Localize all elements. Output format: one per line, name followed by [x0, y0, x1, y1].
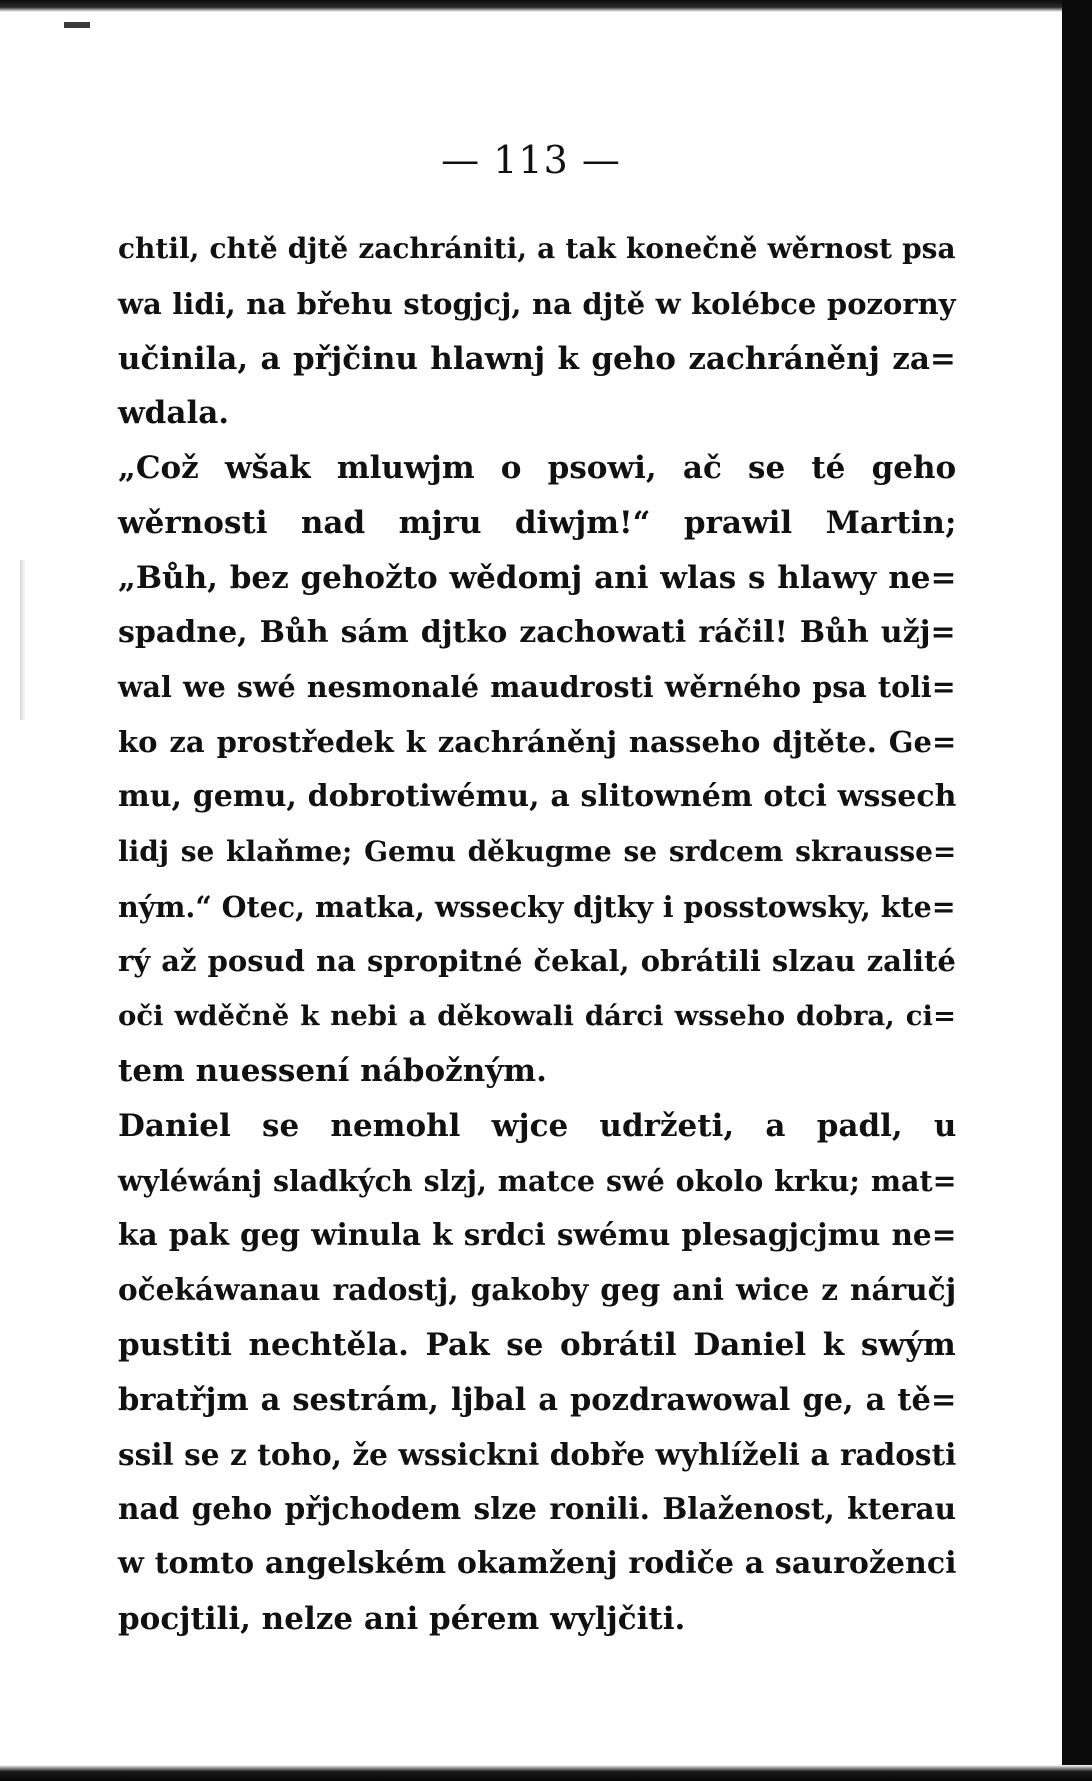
text-line-9: wal we swé nesmonalé maudrosti wěrného psa toli= — [118, 670, 956, 705]
text-line-13: ným.“ Otec, matka, wssecky djtky i posstowsky, kte= — [118, 889, 956, 924]
text-line-5: „Což wšak mluwjm o psowi, ač se té geho — [118, 450, 957, 487]
text-line-23: ssil se z toho, že wssickni dobře wyhlíželi a radosti — [118, 1436, 957, 1472]
text-line-8: spadne, Bůh sám djtko zachowati ráčil! Bůh užj= — [118, 614, 956, 650]
text-line-3: učinila, a přjčinu hlawnj k geho zachráněnj za= — [118, 340, 956, 377]
text-line-19: ka pak geg winula k srdci swému plesagjcjmu ne= — [118, 1217, 957, 1253]
body-text — [118, 222, 956, 1647]
text-line-26: pocjtili, nelze ani pérem wyljčiti. — [118, 1600, 686, 1637]
text-line-11: mu, gemu, dobrotiwému, a slitowném otci wssech — [118, 778, 957, 814]
text-line-18: wyléwánj sladkých slzj, matce swé okolo krku; mat= — [118, 1163, 957, 1198]
text-line-1: chtil, chtě djtě zachrániti, a tak konečně wěrnost psa — [118, 232, 956, 265]
text-line-16: tem nuessení nábožným. — [118, 1052, 547, 1089]
page-number: — 113 — — [441, 138, 621, 182]
text-line-2: wa lidi, na břehu stogjcj, na djtě w kolébce pozorny — [118, 286, 956, 321]
text-line-15: oči wděčně k nebi a děkowali dárci wsseho dobra, ci= — [118, 1000, 956, 1033]
scan-edge-bottom — [0, 1765, 1092, 1781]
scan-edge-top — [0, 0, 1092, 12]
text-line-21: pustiti nechtěla. Pak se obrátil Daniel k swým — [118, 1326, 956, 1363]
text-line-24: nad geho přjchodem slze ronili. Blaženost, kterau — [118, 1491, 957, 1527]
text-line-10: ko za prostředek k zachráněnj nasseho djtěte. Ge= — [118, 725, 957, 760]
text-line-14: rý až posud na spropitné čekal, obrátili slzau zalité — [118, 944, 956, 979]
scan-edge-right — [1062, 0, 1092, 1781]
text-line-25: w tomto angelském okamženj rodiče a sauroženci — [118, 1546, 957, 1582]
scan-edge-left-shadow — [20, 560, 26, 720]
text-line-22: bratřjm a sestrám, ljbal a pozdrawowal ge, a tě= — [118, 1381, 957, 1418]
text-line-4: wdala. — [118, 395, 230, 432]
scan-corner-mark — [64, 22, 90, 28]
text-line-20: očekáwanau radostj, gakoby geg ani wice z náručj — [118, 1272, 957, 1308]
text-line-6: wěrnosti nad mjru diwjm!“ prawil Martin; — [118, 504, 957, 541]
text-line-7: „Bůh, bez gehožto wědomj ani wlas s hlawy ne= — [118, 559, 957, 596]
text-line-12: lidj se klaňme; Gemu děkugme se srdcem skrausse= — [118, 834, 957, 868]
text-line-17: Daniel se nemohl wjce udržeti, a padl, u — [118, 1107, 957, 1144]
